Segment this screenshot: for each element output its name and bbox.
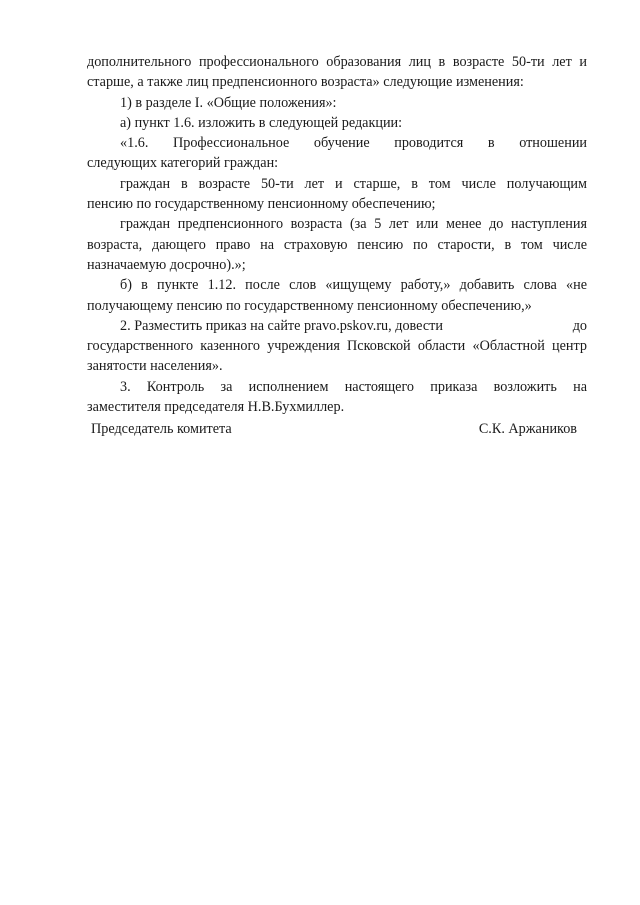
text-line: б) в пункте 1.12. после слов «ищущему работу,» добавить слова «не (120, 277, 587, 294)
text-line: граждан в возрасте 50-ти лет и старше, в том числе получающим (120, 175, 587, 192)
text-line: заместителя председателя Н.В.Бухмиллер. (87, 399, 345, 416)
text-line: а) пункт 1.6. изложить в следующей редакции: (120, 114, 403, 131)
document-body (87, 52, 587, 417)
signatory-title: Председатель комитета (91, 421, 232, 437)
text-line-split (87, 316, 587, 336)
text-line: «1.6. Профессиональное обучение проводится в отношении (120, 135, 587, 152)
text-line: получающему пенсию по государственному пенсионному обеспечению,» (87, 297, 532, 314)
text-line: назначаемую досрочно).»; (87, 256, 246, 273)
text-line: дополнительного профессионального образования лиц в возрасте 50-ти лет и (87, 54, 587, 70)
text-fragment: до (572, 317, 587, 334)
text-line: возраста, дающего право на страховую пенсию по старости, в том числе (87, 236, 587, 253)
text-line: старше, а также лиц предпенсионного возраста» следующие изменения: (87, 74, 524, 91)
text-line: следующих категорий граждан: (87, 155, 279, 172)
text-line: пенсию по государственному пенсионному обеспечению; (87, 196, 436, 213)
text-line: 3. Контроль за исполнением настоящего приказа возложить на (120, 378, 587, 395)
text-line: занятости населения». (87, 358, 223, 375)
text-fragment: 2. Разместить приказ на сайте pravo.pskov.ru, довести (120, 317, 443, 334)
text-line: граждан предпенсионного возраста (за 5 лет или менее до наступления (120, 216, 587, 233)
signatory-name: С.К. Аржаников (478, 421, 577, 437)
text-line: 1) в разделе I. «Общие положения»: (120, 94, 337, 111)
text-line: государственного казенного учреждения Псковской области «Областной центр (87, 338, 587, 355)
